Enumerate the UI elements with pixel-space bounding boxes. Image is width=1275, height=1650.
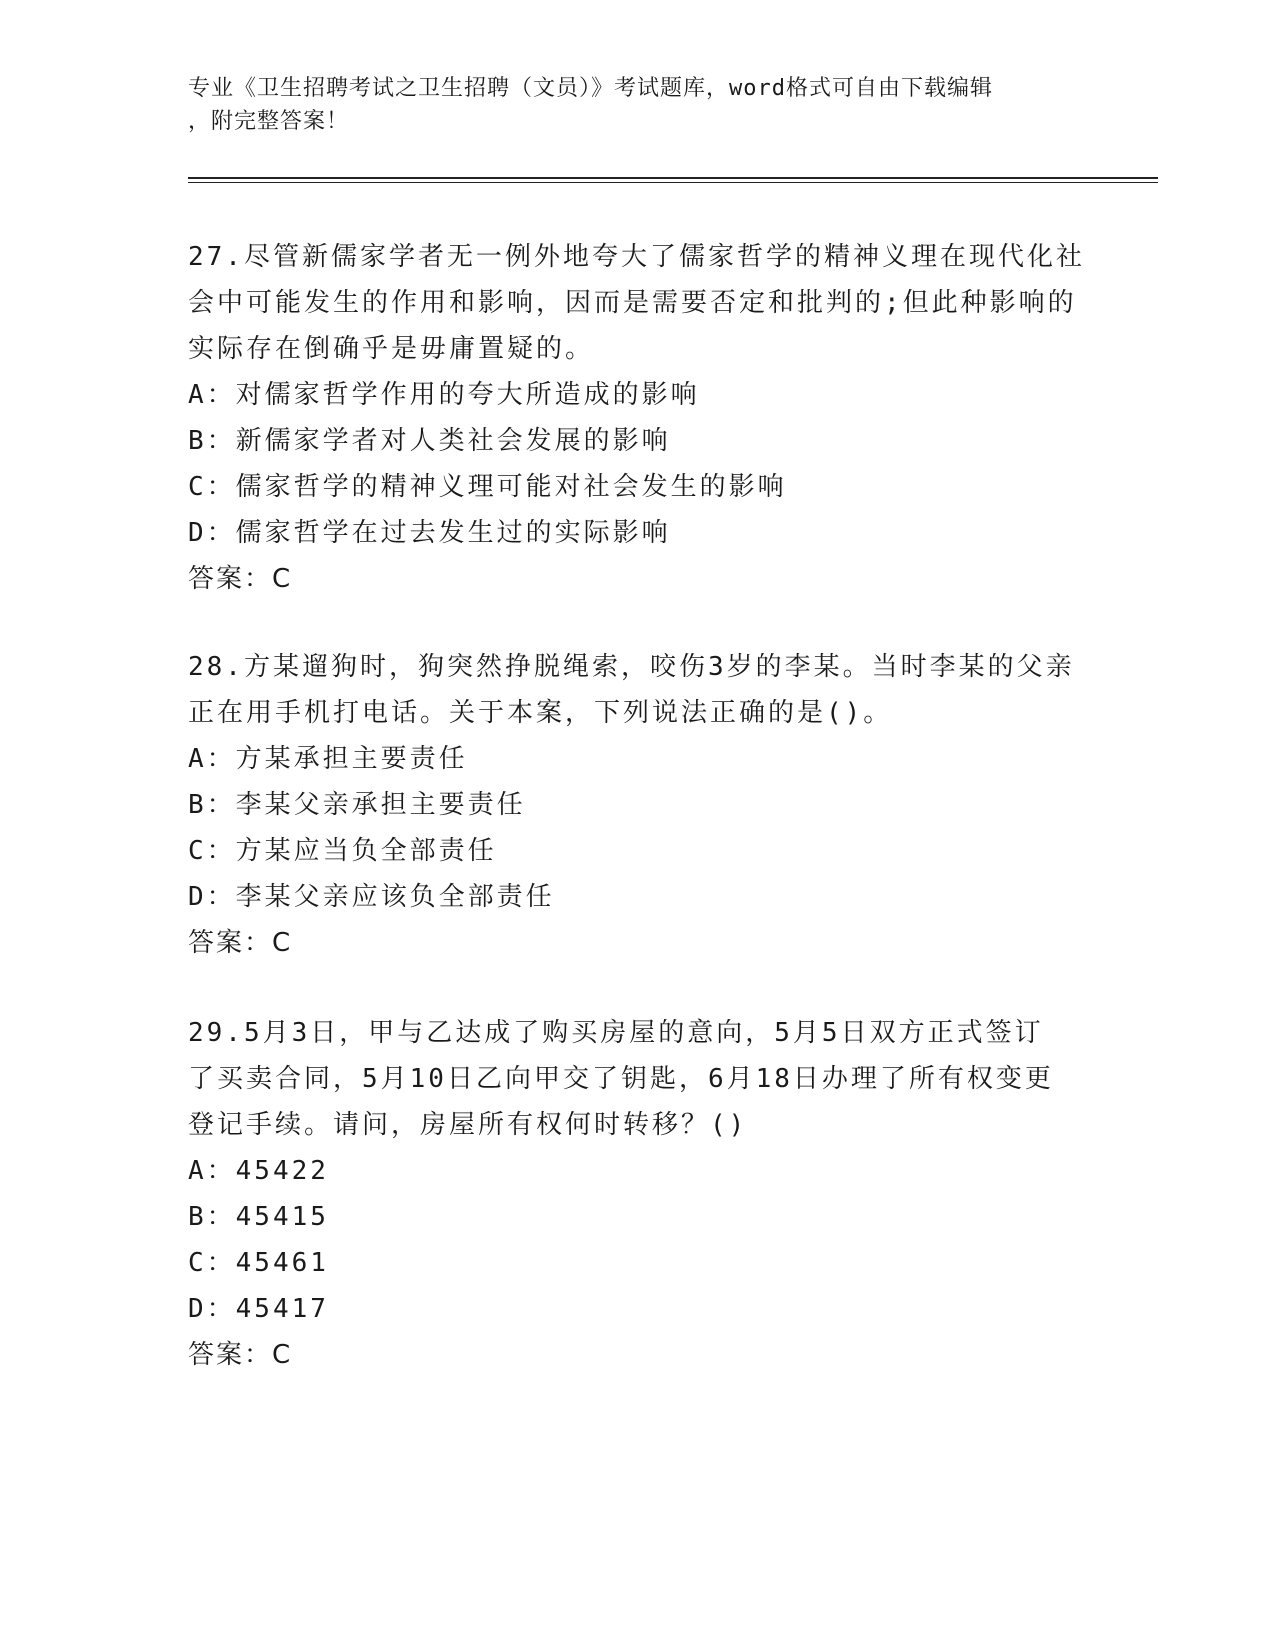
header-divider-thin: [188, 182, 1158, 183]
option-a: A：方某承担主要责任: [188, 744, 468, 774]
question-stem-line: 登记手续。请问，房屋所有权何时转移？(): [188, 1110, 748, 1140]
answer-label: 答案：C: [188, 1340, 293, 1370]
option-b: B：李某父亲承担主要责任: [188, 790, 526, 820]
question-stem-line: 29.5月3日，甲与乙达成了购买房屋的意向，5月5日双方正式签订: [188, 1018, 1044, 1048]
question-stem-line: 了买卖合同，5月10日乙向甲交了钥匙，6月18日办理了所有权变更: [188, 1064, 1054, 1094]
question-stem-line: 正在用手机打电话。关于本案，下列说法正确的是()。: [188, 698, 893, 728]
option-a: A：对儒家哲学作用的夸大所造成的影响: [188, 380, 700, 410]
question-27: [188, 234, 1088, 602]
header-title-line-2: ，附完整答案！: [188, 109, 350, 134]
question-stem-line: 28.方某遛狗时，狗突然挣脱绳索，咬伤3岁的李某。当时李某的父亲: [188, 652, 1075, 682]
question-28: [188, 644, 1088, 966]
option-c: C：方某应当负全部责任: [188, 836, 497, 866]
option-d: D：李某父亲应该负全部责任: [188, 882, 555, 912]
header-title-line-1: 专业《卫生招聘考试之卫生招聘（文员）》考试题库，word格式可自由下载编辑: [188, 76, 993, 101]
option-b: B：45415: [188, 1202, 329, 1232]
answer-label: 答案：C: [188, 564, 293, 594]
question-stem-line: 会中可能发生的作用和影响，因而是需要否定和批判的;但此种影响的: [188, 288, 1077, 318]
question-29: [188, 1010, 1088, 1378]
option-b: B：新儒家学者对人类社会发展的影响: [188, 426, 671, 456]
question-stem-line: 27.尽管新儒家学者无一例外地夸大了儒家哲学的精神义理在现代化社: [188, 242, 1085, 272]
header-divider-thick: [188, 177, 1158, 179]
option-d: D：45417: [188, 1294, 329, 1324]
answer-label: 答案：C: [188, 928, 293, 958]
option-c: C：儒家哲学的精神义理可能对社会发生的影响: [188, 472, 787, 502]
option-a: A：45422: [188, 1156, 329, 1186]
question-stem-line: 实际存在倒确乎是毋庸置疑的。: [188, 334, 595, 364]
option-c: C：45461: [188, 1248, 329, 1278]
option-d: D：儒家哲学在过去发生过的实际影响: [188, 518, 671, 548]
document-header: [188, 72, 1068, 138]
